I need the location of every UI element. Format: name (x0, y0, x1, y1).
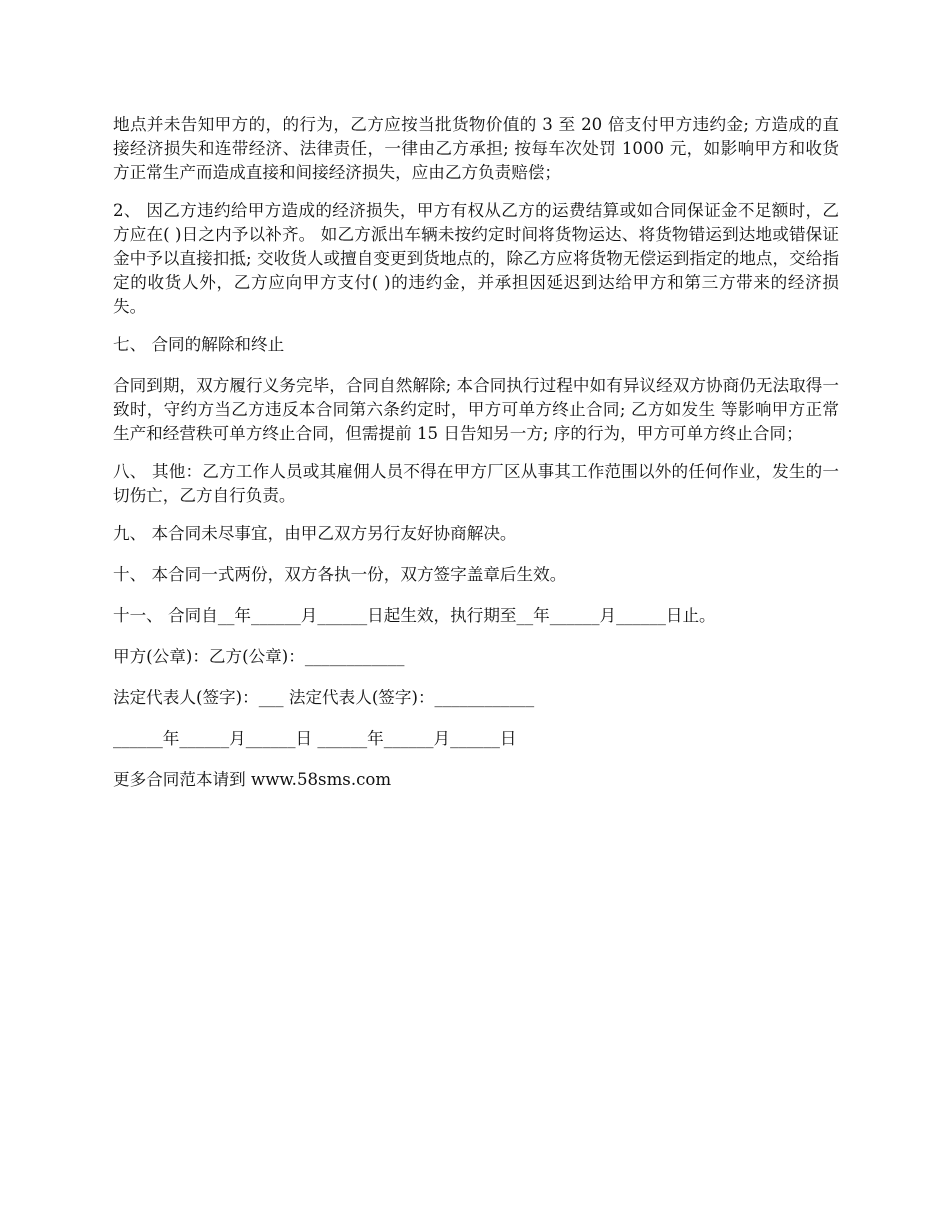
paragraph-clause-2: 2、 因乙方违约给甲方造成的经济损失，甲方有权从乙方的运费结算或如合同保证金不足额时，乙方应在( )日之内予以补齐。 如乙方派出车辆未按约定时间将货物运达、将货物错运到达地或错保证金中予以直接扣抵; 交收货人或擅自变更到货地点的，除乙方应将货物无偿运到指定的地点，交给指定的收货人外，乙方应向甲方支付( )的违约金，并承担因延迟到达给甲方和第三方带来的经济损失。 (113, 201, 839, 316)
footer-more-templates: 更多合同范本请到 www.58sms.com (113, 770, 392, 789)
party-seals-line: 甲方(公章)：乙方(公章)：____________ (113, 647, 405, 666)
contract-body (113, 113, 839, 809)
paragraph-penalty-continued: 地点并未告知甲方的，的行为，乙方应按当批货物价值的 3 至 20 倍支付甲方违约金; 方造成的直接经济损失和连带经济、法律责任，一律由乙方承担; 按每车次处罚 1000 元，如影响甲方和收货方正常生产而造成直接和间接经济损失，应由乙方负责赔偿； (113, 115, 839, 182)
paragraph-section-8: 八、 其他：乙方工作人员或其雇佣人员不得在甲方厂区从事其工作范围以外的任何作业，发生的一切伤亡，乙方自行负责。 (113, 462, 839, 505)
paragraph-section-11: 十一、 合同自__年______月______日起生效，执行期至__年______月______日止。 (113, 606, 716, 625)
paragraph-section-9: 九、 本合同未尽事宜，由甲乙双方另行友好协商解决。 (113, 524, 517, 543)
signature-date-line: ______年______月______日 ______年______月______日 (113, 729, 517, 748)
legal-representative-signature-line: 法定代表人(签字)：___ 法定代表人(签字)：____________ (113, 688, 535, 707)
paragraph-termination: 合同到期，双方履行义务完毕，合同自然解除; 本合同执行过程中如有异议经双方协商仍无法取得一致时，守约方当乙方违反本合同第六条约定时，甲方可单方终止合同; 乙方如发生 等影响甲方正常生产和经营秩可单方终止合同，但需提前 15 日告知另一方; 序的行为，甲方可单方终止合同； (113, 376, 839, 443)
section-heading-7: 七、 合同的解除和终止 (113, 335, 285, 354)
paragraph-section-10: 十、 本合同一式两份，双方各执一份，双方签字盖章后生效。 (113, 565, 567, 584)
